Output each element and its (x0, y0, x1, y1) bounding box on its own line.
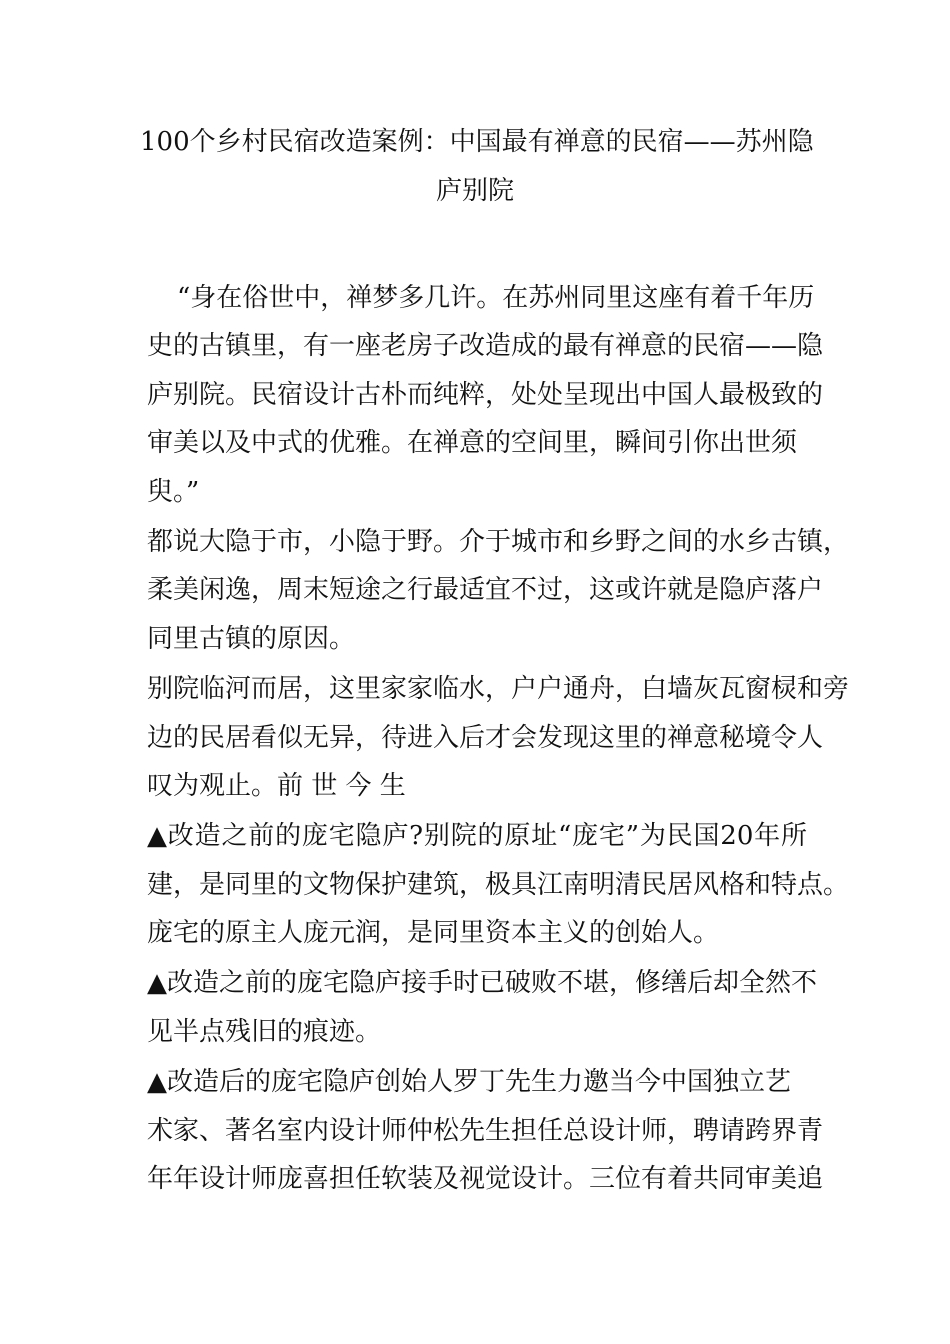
text-line: ▲改造之前的庞宅隐庐?别院的原址“庞宅”为民国20年所 (147, 821, 807, 852)
paragraph (147, 518, 850, 663)
text-line: 建，是同里的文物保护建筑，极具江南明清民居风格和特点。 (147, 869, 850, 900)
text-line: 柔美闲逸，周末短途之行最适宜不过，这或许就是隐庐落户 (147, 575, 824, 606)
paragraph (147, 812, 850, 957)
text-line: 边的民居看似无异，待进入后才会发现这里的禅意秘境令人 (147, 722, 824, 753)
document-body (147, 274, 850, 1203)
paragraph (147, 665, 850, 810)
title-line: 庐别院 (435, 176, 514, 206)
text-line: 臾。” (147, 476, 200, 507)
document-title (140, 118, 814, 216)
text-line: ▲改造之前的庞宅隐庐接手时已破败不堪，修缮后却全然不 (147, 968, 817, 999)
text-line: 术家、著名室内设计师仲松先生担任总设计师，聘请跨界青 (147, 1115, 824, 1146)
text-line: 叹为观止。前 世 今 生 (147, 770, 406, 801)
text-line: 庞宅的原主人庞元润，是同里资本主义的创始人。 (147, 918, 720, 949)
text-line: “身在俗世中，禅梦多几许。在苏州同里这座有着千年历 (177, 283, 815, 313)
text-line: 同里古镇的原因。 (147, 623, 356, 654)
text-line: 别院临河而居，这里家家临水，户户通舟，白墙灰瓦窗棂和旁 (147, 674, 850, 705)
text-line: ▲改造后的庞宅隐庐创始人罗丁先生力邀当今中国独立艺 (147, 1067, 791, 1098)
paragraph (147, 959, 817, 1056)
text-line: 庐别院。民宿设计古朴而纯粹，处处呈现出中国人最极致的 (147, 379, 824, 410)
text-line: 史的古镇里，有一座老房子改造成的最有禅意的民宿——隐 (147, 331, 824, 362)
paragraph (147, 1058, 824, 1203)
text-line: 都说大隐于市，小隐于野。介于城市和乡野之间的水乡古镇， (147, 526, 850, 557)
text-line: 审美以及中式的优雅。在禅意的空间里，瞬间引你出世须 (147, 428, 798, 459)
text-line: 年年设计师庞喜担任软装及视觉设计。三位有着共同审美追 (147, 1164, 824, 1195)
title-line: 100个乡村民宿改造案例：中国最有禅意的民宿——苏州隐 (140, 127, 814, 157)
text-line: 见半点残旧的痕迹。 (147, 1016, 382, 1047)
paragraph-intro-quote (147, 274, 824, 516)
